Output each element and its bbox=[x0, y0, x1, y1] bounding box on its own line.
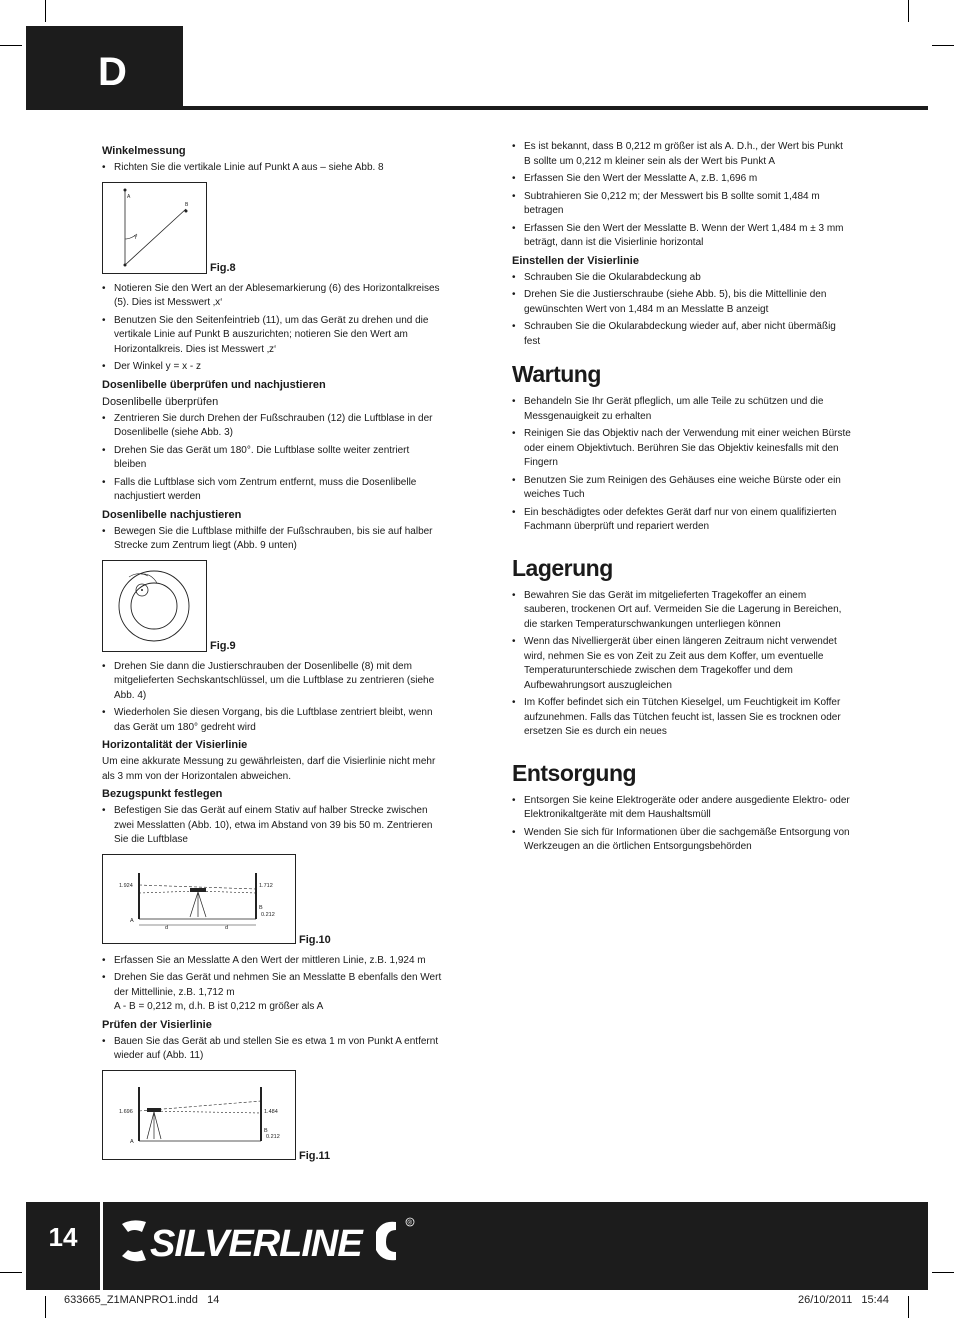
list-item: • Es ist bekannt, dass B 0,212 m größer ist als A. D.h., der Wert bis Punkt B sollte um 0,212 m kleiner sein als der Wert bis Punkt A bbox=[512, 140, 852, 169]
fig11-point-a: A bbox=[130, 1138, 134, 1145]
bullet-list bbox=[102, 1035, 442, 1064]
list-item-text: A - B = 0,212 m, d.h. B ist 0,212 m größer als A bbox=[114, 1001, 324, 1012]
fig10-value-diff: 0.212 bbox=[261, 911, 275, 918]
page-number: 14 bbox=[48, 1222, 78, 1252]
list-item: • Wenden Sie sich für Informationen über die sachgemäße Entsorgung von Werkzeugen an die örtlichen Entsorgungsbehörden bbox=[512, 826, 852, 855]
list-item: • Erfassen Sie an Messlatte A den Wert der mittleren Linie, z.B. 1,924 m bbox=[102, 954, 442, 969]
crop-mark bbox=[45, 1296, 46, 1318]
bullet-list bbox=[102, 161, 442, 176]
list-item: • Bewahren Sie das Gerät im mitgelieferten Tragekoffer an einem sauberen, trockenen Ort auf. Vermeiden Sie die Lagerung in Bereichen, die starken Temperaturschwankungen unterliegen können bbox=[512, 589, 852, 633]
list-item: • Bauen Sie das Gerät ab und stellen Sie es etwa 1 m von Punkt A entfernt wieder auf (Abb. 11) bbox=[102, 1035, 442, 1064]
bullet-list bbox=[512, 140, 852, 251]
registered-mark: ® bbox=[407, 1220, 412, 1227]
bullet-list bbox=[102, 660, 442, 736]
fig8-diagram bbox=[102, 182, 207, 274]
list-item-text: Drehen Sie das Gerät und nehmen Sie an Messlatte B ebenfalls den Wert der Mittellinie, z.B. 1,712 m bbox=[114, 972, 442, 998]
subheading-dosenlibelle-pruefen: Dosenlibelle überprüfen bbox=[102, 395, 219, 408]
heading-pruefen: Prüfen der Visierlinie bbox=[102, 1018, 212, 1031]
crop-mark bbox=[932, 1272, 954, 1273]
left-column bbox=[102, 142, 442, 1170]
list-item: • Erfassen Sie den Wert der Messlatte A, z.B. 1,696 m bbox=[512, 172, 852, 187]
figure-9 bbox=[102, 560, 442, 654]
figure-8 bbox=[102, 182, 442, 276]
fig8-label-angle: Y bbox=[134, 234, 138, 241]
fig11-point-b: B bbox=[264, 1127, 268, 1134]
heading-winkelmessung: Winkelmessung bbox=[102, 145, 186, 157]
slug-date: 26/10/2011 15:44 bbox=[798, 1294, 889, 1306]
fig8-label-b: B bbox=[185, 201, 189, 208]
fig10-distance-1: d bbox=[165, 924, 169, 931]
fig8-label-a: A bbox=[127, 193, 131, 200]
list-item: • Subtrahieren Sie 0,212 m; der Messwert bis B sollte somit 1,484 m betragen bbox=[512, 190, 852, 219]
list-item: • Schrauben Sie die Okularabdeckung wieder auf, aber nicht übermäßig fest bbox=[512, 320, 852, 349]
list-item: • Ein beschädigtes oder defektes Gerät darf nur von einem qualifizierten Fachmann überprüft und repariert werden bbox=[512, 506, 852, 535]
fig10-value-b: 1.712 bbox=[259, 882, 273, 889]
crop-mark bbox=[0, 45, 22, 46]
fig9-caption: Fig.9 bbox=[210, 640, 236, 652]
heading-horizontalitaet: Horizontalität der Visierlinie bbox=[102, 739, 248, 751]
list-item: • Wenn das Nivelliergerät über einen längeren Zeitraum nicht verwendet wird, nehmen Sie es von Zeit zu Zeit aus dem Koffer, um eventuelle Temperaturunterschiede zwischen dem Tragekoffer und dem Aufbewahrungsort auszugleichen bbox=[512, 635, 852, 693]
bullet-list bbox=[512, 395, 852, 535]
list-item: • Bewegen Sie die Luftblase mithilfe der Fußschrauben, bis sie auf halber Strecke zum Zentrum liegt (Abb. 9 unten) bbox=[102, 525, 442, 554]
silverline-logo bbox=[120, 1212, 430, 1272]
list-item: • Erfassen Sie den Wert der Messlatte B. Wenn der Wert 1,484 m ± 3 mm beträgt, dann ist die Visierlinie horizontal bbox=[512, 222, 852, 251]
list-item: • Benutzen Sie den Seitenfeintrieb (11), um das Gerät zu drehen und die vertikale Linie auf Punkt B auszurichten; notieren Sie den Wert am Horizontalkreis. Dies ist Messwert ‚z‘ bbox=[102, 314, 442, 358]
fig11-diagram bbox=[102, 1070, 296, 1160]
fig11-value-b: 1.484 bbox=[264, 1108, 278, 1115]
list-item: • Drehen Sie dann die Justierschrauben der Dosenlibelle (8) mit dem mitgelieferten Sechskantschlüssel, um die Luftblase zu zentrieren (siehe Abb. 4) bbox=[102, 660, 442, 704]
bullet-list bbox=[512, 794, 852, 855]
fig9-diagram bbox=[102, 560, 207, 652]
figure-10 bbox=[102, 854, 442, 948]
fig11-value-a: 1.696 bbox=[119, 1108, 133, 1115]
crop-mark bbox=[908, 1296, 909, 1318]
footer-divider bbox=[100, 1202, 103, 1290]
fig11-caption: Fig.11 bbox=[299, 1150, 331, 1162]
crop-mark bbox=[908, 0, 909, 22]
bullet-list bbox=[102, 282, 442, 375]
brand-wordmark: SILVERLINE bbox=[150, 1223, 362, 1265]
header-rule bbox=[183, 106, 928, 110]
crop-mark bbox=[0, 1272, 22, 1273]
heading-lagerung: Lagerung bbox=[512, 554, 613, 581]
fig10-diagram bbox=[102, 854, 296, 944]
bullet-list bbox=[102, 525, 442, 554]
bullet-list bbox=[512, 271, 852, 350]
section-letter: D bbox=[98, 50, 127, 94]
heading-bezugspunkt: Bezugspunkt festlegen bbox=[102, 788, 223, 800]
slug-filename: 633665_Z1MANPRO1.indd 14 bbox=[64, 1294, 220, 1306]
list-item: • Befestigen Sie das Gerät auf einem Stativ auf halber Strecke zwischen zwei Messlatten (Abb. 10), etwa im Abstand von 39 bis 50 m. Zentrieren Sie die Luftblase bbox=[102, 804, 442, 848]
list-item: • Schrauben Sie die Okularabdeckung ab bbox=[512, 271, 852, 286]
list-item: • Falls die Luftblase sich vom Zentrum entfernt, muss die Dosenlibelle nachjustiert werden bbox=[102, 476, 442, 505]
list-item: • Entsorgen Sie keine Elektrogeräte oder andere ausgediente Elektro- oder Elektronikaltgeräte mit dem Haushaltsmüll bbox=[512, 794, 852, 823]
fig10-point-b: B bbox=[259, 904, 263, 911]
list-item: • Benutzen Sie zum Reinigen des Gehäuses eine weiche Bürste oder ein weiches Tuch bbox=[512, 474, 852, 503]
list-item: • Behandeln Sie Ihr Gerät pfleglich, um alle Teile zu schützen und die Messgenauigkeit zu erhalten bbox=[512, 395, 852, 424]
list-item: • Im Koffer befindet sich ein Tütchen Kieselgel, um Feuchtigkeit im Koffer aufzunehmen. Falls das Tütchen feucht ist, lassen Sie es trocknen oder ersetzen Sie es durch ein neues bbox=[512, 696, 852, 740]
fig10-distance-2: d bbox=[225, 924, 229, 931]
list-item: • Drehen Sie die Justierschraube (siehe Abb. 5), bis die Mittellinie den gewünschten Wert von 1,484 m an Messlatte B anzeigt bbox=[512, 288, 852, 317]
right-column bbox=[512, 140, 852, 858]
bullet-list bbox=[512, 589, 852, 740]
fig8-caption: Fig.8 bbox=[210, 262, 236, 274]
crop-mark bbox=[45, 0, 46, 22]
heading-nachjustieren: Dosenlibelle nachjustieren bbox=[102, 508, 242, 521]
bullet-list bbox=[102, 412, 442, 505]
fig10-caption: Fig.10 bbox=[299, 934, 331, 946]
list-item: • Reinigen Sie das Objektiv nach der Verwendung mit einer weichen Bürste oder einem Objektivtuch. Berühren Sie das Objektiv keinesfalls mit den Fingern bbox=[512, 427, 852, 471]
heading-wartung: Wartung bbox=[512, 361, 601, 387]
bullet-list bbox=[102, 804, 442, 848]
list-item: • Der Winkel y = x - z bbox=[102, 360, 442, 375]
heading-einstellen: Einstellen der Visierlinie bbox=[512, 254, 639, 267]
list-item bbox=[102, 971, 442, 1015]
fig10-point-a: A bbox=[130, 917, 134, 924]
fig11-value-diff: 0.212 bbox=[266, 1133, 280, 1140]
list-item: • Wiederholen Sie diesen Vorgang, bis die Luftblase zentriert bleibt, wenn das Gerät um 180° gedreht wird bbox=[102, 706, 442, 735]
list-item: • Zentrieren Sie durch Drehen der Fußschrauben (12) die Luftblase in der Dosenlibelle (siehe Abb. 3) bbox=[102, 412, 442, 441]
list-item: • Richten Sie die vertikale Linie auf Punkt A aus – siehe Abb. 8 bbox=[102, 161, 442, 176]
heading-dosenlibelle: Dosenlibelle überprüfen und nachjustieren bbox=[102, 378, 326, 391]
heading-entsorgung: Entsorgung bbox=[512, 759, 637, 786]
list-item: • Drehen Sie das Gerät um 180°. Die Luftblase sollte weiter zentriert bleiben bbox=[102, 444, 442, 473]
list-item: • Notieren Sie den Wert an der Ablesemarkierung (6) des Horizontalkreises (5). Dies ist Messwert ‚x‘ bbox=[102, 282, 442, 311]
crop-mark bbox=[932, 45, 954, 46]
paragraph-horizontalitaet: Um eine akkurate Messung zu gewährleisten, darf die Visierlinie nicht mehr als 3 mm von der Horizontalen abweichen. bbox=[102, 756, 436, 782]
figure-11 bbox=[102, 1070, 442, 1164]
bullet-list bbox=[102, 954, 442, 1015]
brand-logo bbox=[120, 1212, 430, 1277]
fig10-value-a: 1.924 bbox=[119, 882, 133, 889]
